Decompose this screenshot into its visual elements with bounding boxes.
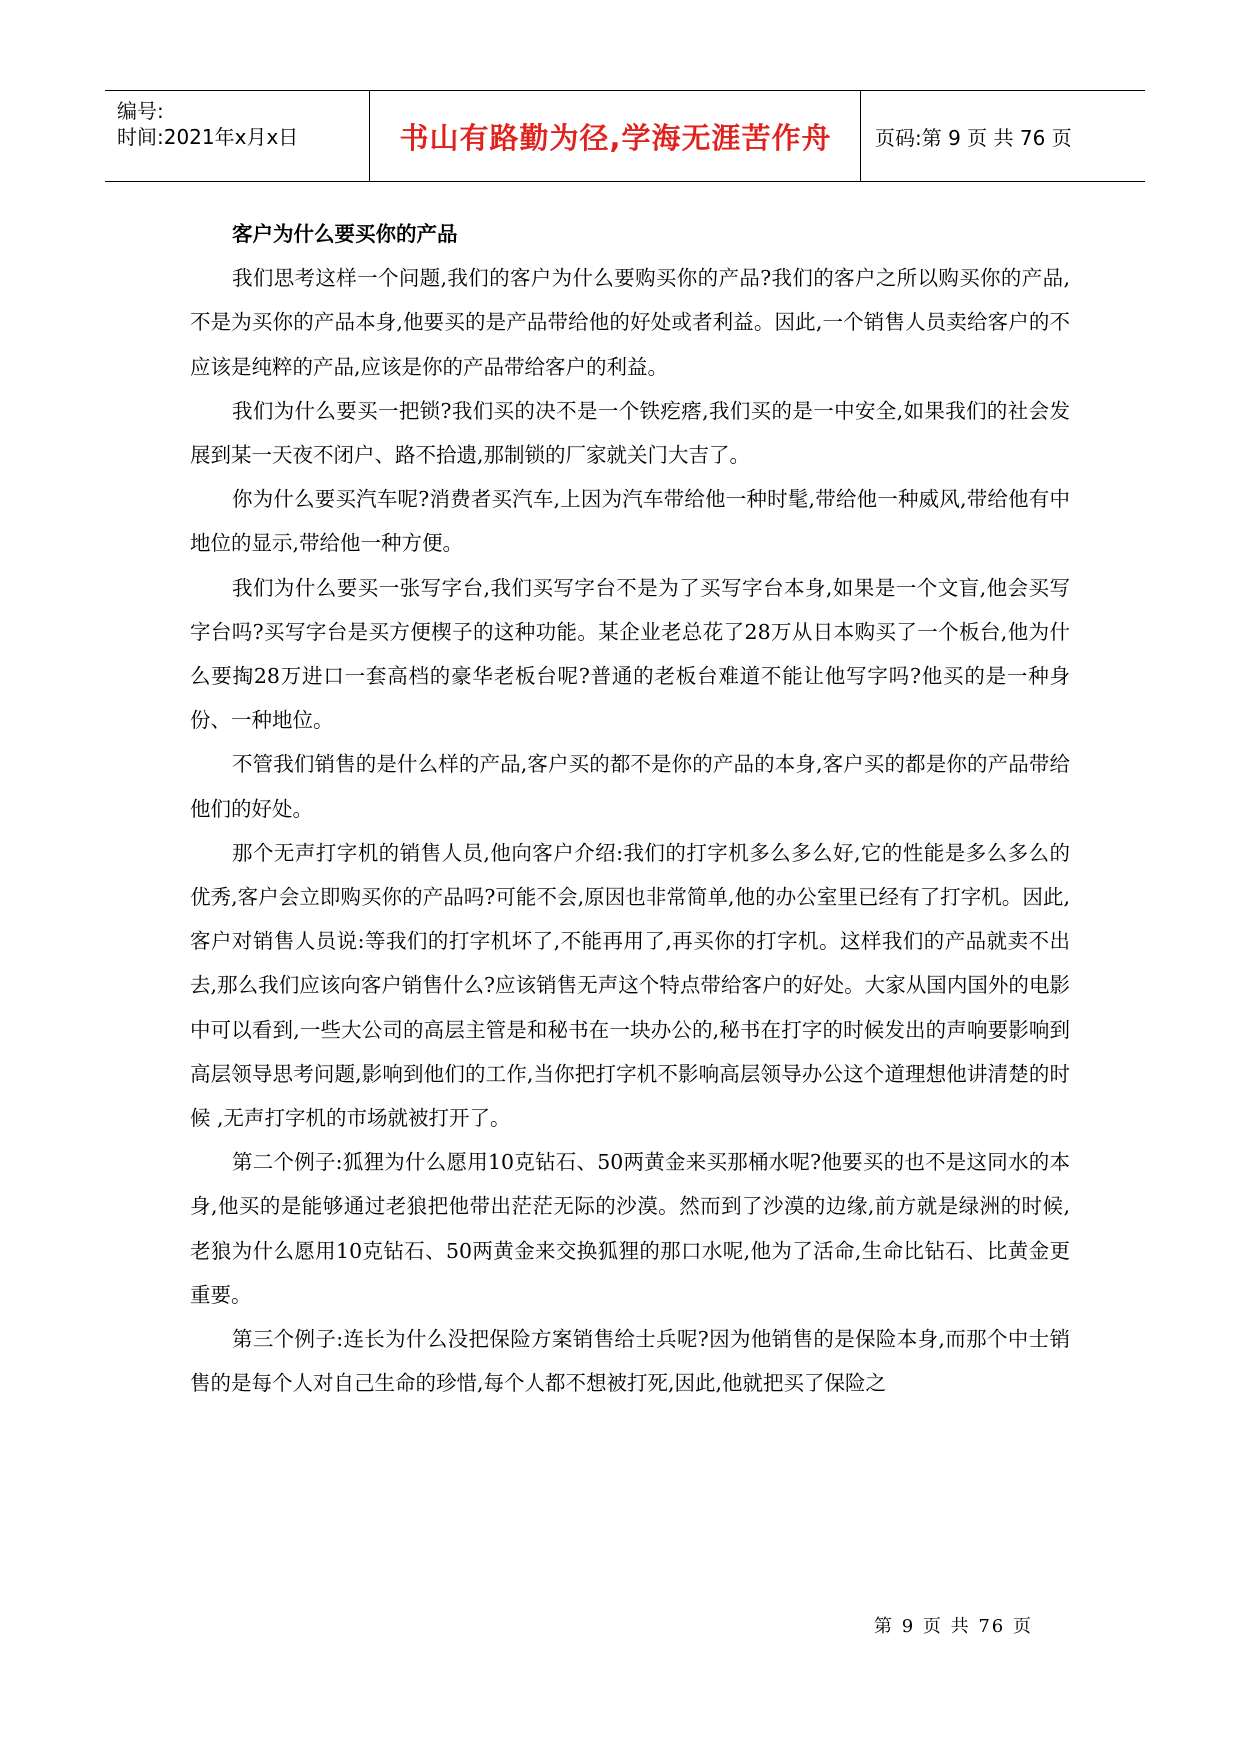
paragraph: 你为什么要买汽车呢?消费者买汽车,上因为汽车带给他一种时髦,带给他一种威风,带给他有中地位的显示,带给他一种方便。 — [190, 487, 1070, 556]
header-meta — [117, 91, 375, 181]
header-divider — [369, 91, 370, 181]
paragraph: 不管我们销售的是什么样的产品,客户买的都不是你的产品的本身,客户买的都是你的产品带给他们的好处。 — [190, 752, 1070, 821]
paragraph: 我们为什么要买一张写字台,我们买写字台不是为了买写字台本身,如果是一个文盲,他会买写字台吗?买写字台是买方便楔子的这种功能。某企业老总花了28万从日本购买了一个板台,他为什么要掏28万进口一套高档的豪华老板台呢?普通的老板台难道不能让他写字吗?他买的是一种身份、一种地位。 — [190, 575, 1070, 733]
time-label: 时间:2021年x月x日 — [117, 125, 299, 149]
header-divider — [860, 91, 861, 181]
document-body — [190, 212, 1070, 1405]
number-label: 编号: — [117, 99, 164, 123]
paragraph: 第三个例子:连长为什么没把保险方案销售给士兵呢?因为他销售的是保险本身,而那个中士销售的是每个人对自己生命的珍惜,每个人都不想被打死,因此,他就把买了保险之 — [190, 1327, 1070, 1396]
paragraph: 第二个例子:狐狸为什么愿用10克钻石、50两黄金来买那桶水呢?他要买的也不是这同水的本身,他买的是能够通过老狼把他带出茫茫无际的沙漠。然而到了沙漠的边缘,前方就是绿洲的时候,老狼为什么愿用10克钻石、50两黄金来交换狐狸的那口水呢,他为了活命,生命比钻石、比黄金更重要。 — [190, 1150, 1070, 1307]
page-header — [105, 90, 1145, 182]
page-footer: 第 9 页 共 76 页 — [874, 1616, 1033, 1637]
paragraph: 我们思考这样一个问题,我们的客户为什么要购买你的产品?我们的客户之所以购买你的产品,不是为买你的产品本身,他要买的是产品带给他的好处或者利益。因此,一个销售人员卖给客户的不应该是纯粹的产品,应该是你的产品带给客户的利益。 — [190, 266, 1070, 379]
paragraph: 我们为什么要买一把锁?我们买的决不是一个铁疙瘩,我们买的是一中安全,如果我们的社会发展到某一天夜不闭户、路不拾遗,那制锁的厂家就关门大吉了。 — [190, 398, 1070, 468]
header-page-number: 页码:第 9 页 共 76 页 — [875, 125, 1072, 150]
section-title: 客户为什么要买你的产品 — [232, 222, 458, 246]
header-motto: 书山有路勤为径,学海无涯苦作舟 — [399, 120, 832, 155]
paragraph: 那个无声打字机的销售人员,他向客户介绍:我们的打字机多么多么好,它的性能是多么多么的优秀,客户会立即购买你的产品吗?可能不会,原因也非常简单,他的办公室里已经有了打字机。因此,客户对销售人员说:等我们的打字机坏了,不能再用了,再买你的打字机。这样我们的产品就卖不出去,那么我们应该向客户销售什么?应该销售无声这个特点带给客户的好处。大家从国内国外的电影中可以看到,一些大公司的高层主管是和秘书在一块办公的,秘书在打字的时候发出的声响要影响到高层领导思考问题,影响到他们的工作,当你把打字机不影响高层领导办公这个道理想他讲清楚的时候 ,无声打字机的市场就被打开了。 — [190, 840, 1070, 1131]
